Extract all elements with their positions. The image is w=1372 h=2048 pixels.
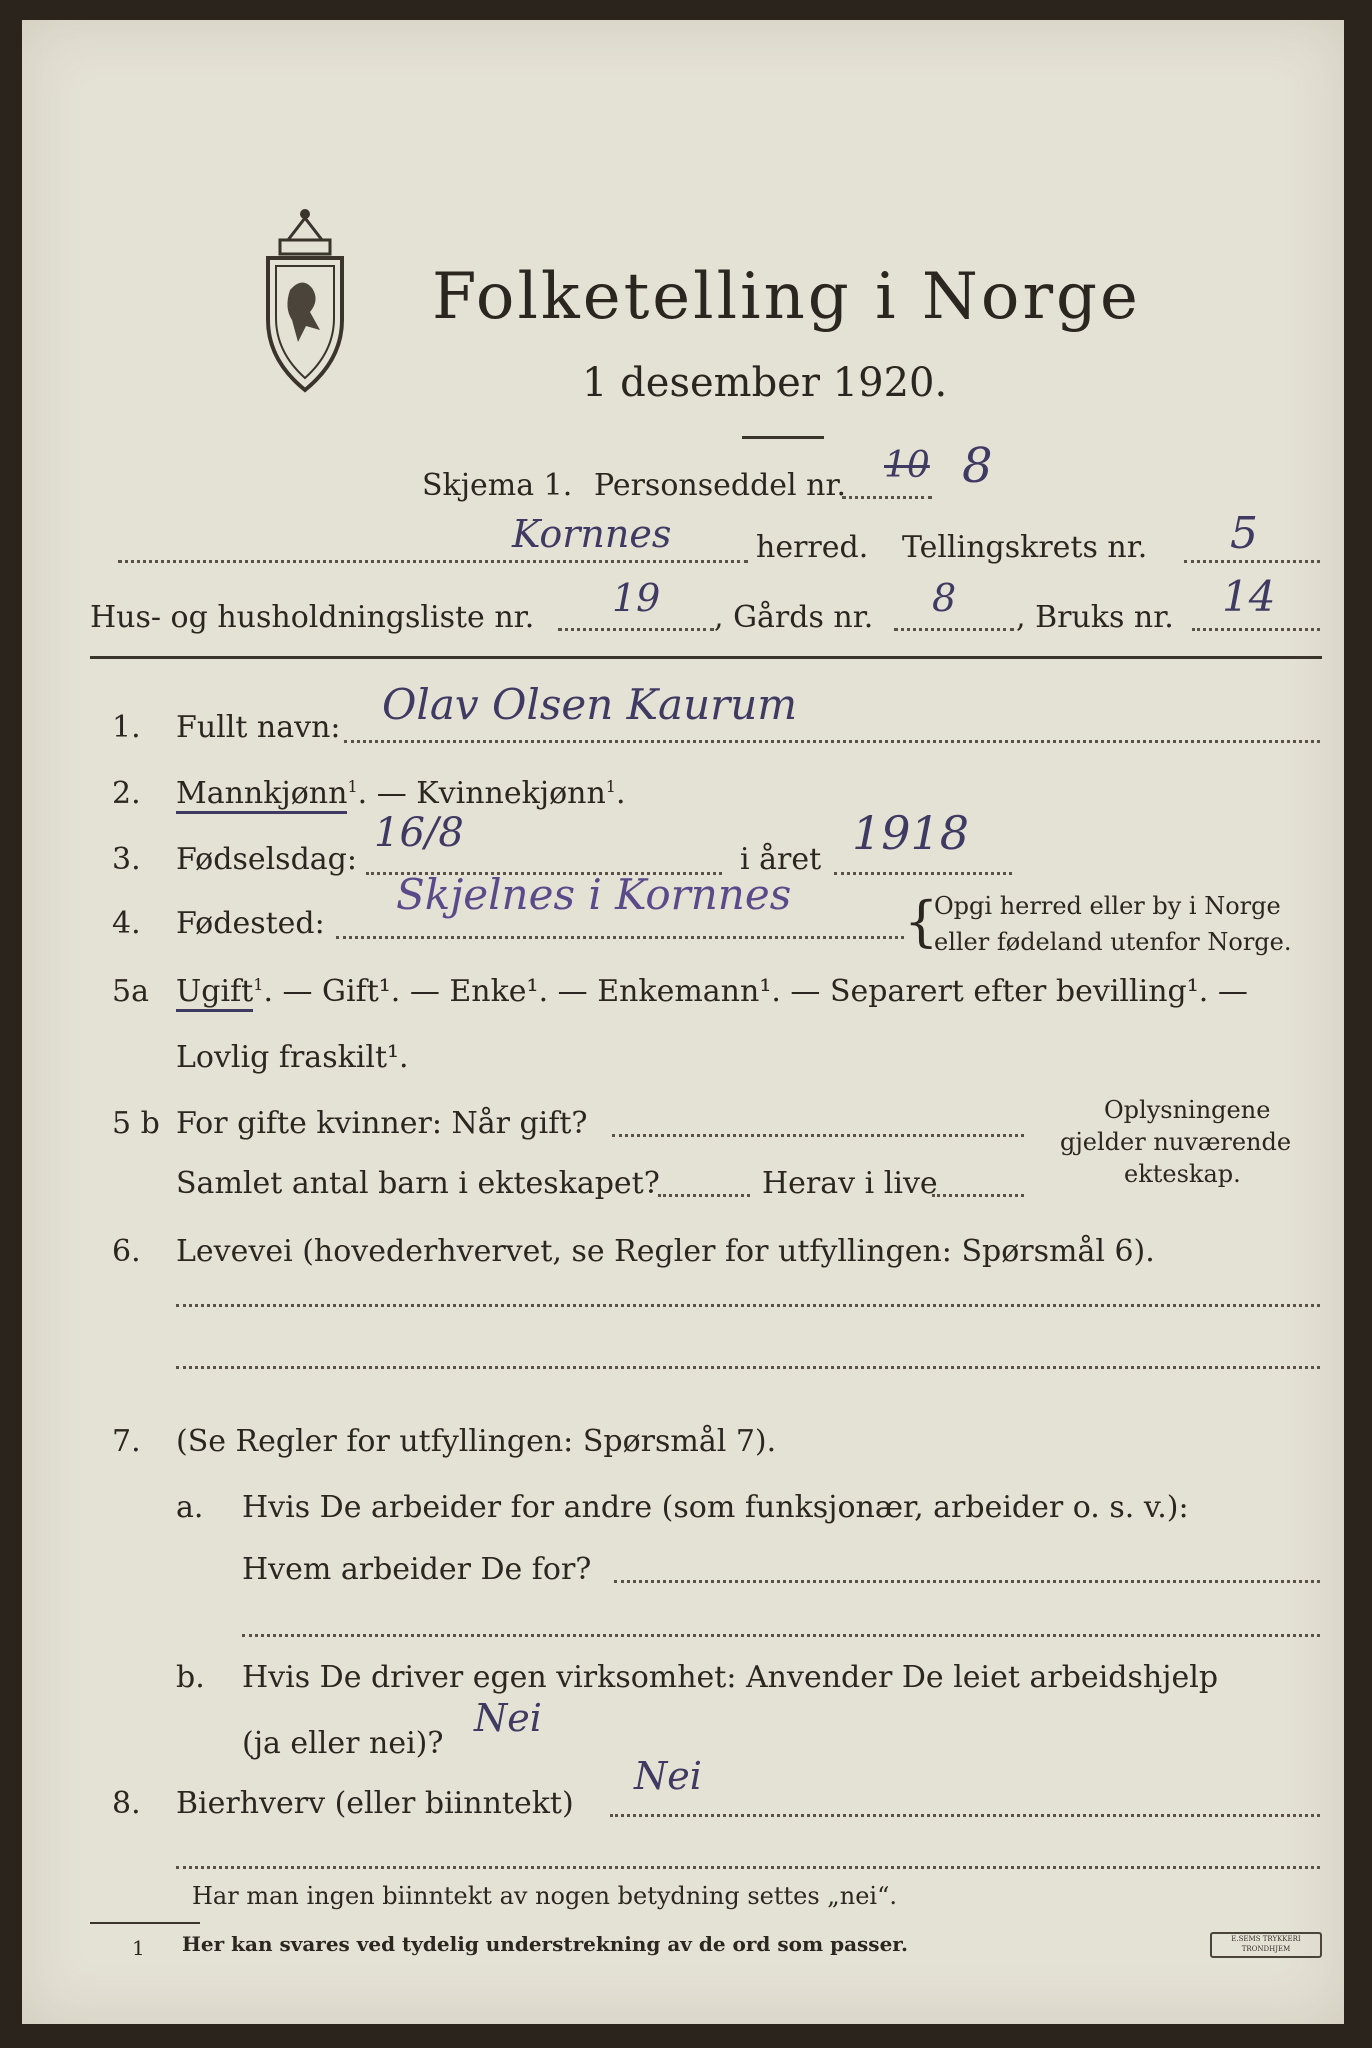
bruks-line [1192,628,1320,631]
q5b-note-line3: ekteskap. [1124,1160,1241,1188]
q2-end: . [615,776,626,811]
q4-brace: { [904,890,939,953]
tellingskrets-line [1184,560,1320,563]
q1-label: Fullt navn: [176,710,341,745]
skjema-label: Skjema 1. [422,468,573,503]
q3-value: 16/8 [374,810,464,856]
q1-line [344,740,1320,743]
printer-stamp [1210,1932,1322,1958]
q5b-married-line [612,1134,1024,1137]
q4-label: Fødested: [176,906,325,941]
q8-value: Nei [634,1754,702,1798]
q5a-line2: Lovlig fraskilt¹. [176,1040,409,1075]
census-form-page [22,20,1344,2024]
q5b-alive-line [932,1194,1024,1197]
q2-options [176,776,626,811]
q8-line2 [176,1866,1320,1869]
herred-value: Kornnes [512,512,672,556]
q3-year-value: 1918 [852,806,970,860]
q5a-other-options: . — Gift¹. — Enke¹. — Enkemann¹. — Separert efter bevilling¹. — [263,974,1248,1009]
q5a-footnote-mark: 1 [253,975,264,994]
q2-number: 2. [112,776,141,811]
title-divider [742,436,824,439]
q7-number: 7. [112,1424,141,1459]
q8-number: 8. [112,1786,141,1821]
q5a-number: 5a [112,974,149,1009]
q4-note-line1: Opgi herred eller by i Norge [934,892,1281,920]
q7b-label: Hvis De driver egen virksomhet: Anvender De leiet arbeidshjelp [242,1660,1219,1695]
q3-number: 3. [112,842,141,877]
q4-line [336,936,904,939]
footnote-rule [90,1922,200,1924]
q7a-line2 [242,1634,1320,1637]
q7b-value: Nei [474,1696,542,1740]
q7b-letter: b. [176,1660,205,1695]
q5b-note-line2: gjelder nuværende [1060,1128,1292,1156]
q1-value: Olav Olsen Kaurum [382,680,798,729]
stamp-line2: TRONDHJEM [1241,1945,1291,1953]
q7a-label2: Hvem arbeider De for? [242,1552,592,1587]
bruks-value: 14 [1222,572,1276,621]
q4-note-line2: eller fødeland utenfor Norge. [934,928,1292,956]
husholdning-line [558,628,714,631]
q5b-label-children: Samlet antal barn i ekteskapet? [176,1166,660,1201]
personseddel-label: Personseddel nr. [594,468,847,503]
header-separator [90,656,1322,659]
coat-of-arms-icon [250,200,360,400]
q8-note: Har man ingen biinntekt av nogen betydning settes „nei“. [192,1882,897,1910]
census-date: 1 desember 1920. [582,360,948,406]
tellingskrets-label: Tellingskrets nr. [902,530,1148,565]
q5a-ugift-option: Ugift [176,974,253,1012]
q6-line2 [176,1366,1320,1369]
q3-label: Fødselsdag: [176,842,357,877]
q8-line1 [610,1814,1320,1817]
q1-number: 1. [112,710,141,745]
q8-label: Bierhverv (eller biinntekt) [176,1786,574,1821]
q4-number: 4. [112,906,141,941]
tellingskrets-value: 5 [1230,508,1258,559]
q5a-options [176,974,1248,1009]
q2-female-option: . — Kvinnekjønn [357,776,606,811]
q3-year-line [834,872,1012,875]
q6-line1 [176,1304,1320,1307]
q2-footnote-mark: 1 [347,777,358,796]
herred-label: herred. [756,530,869,565]
q7b-label2: (ja eller nei)? [242,1726,444,1761]
footnote-mark: 1 [132,1936,145,1960]
gards-label: , Gårds nr. [714,600,874,635]
q6-label: Levevei (hovederhvervet, se Regler for utfyllingen: Spørsmål 6). [176,1234,1155,1269]
q3-year-label: i året [740,842,822,877]
q5b-label-married: For gifte kvinner: Når gift? [176,1106,588,1141]
personseddel-line [842,496,932,499]
herred-line [118,560,748,563]
q7-label: (Se Regler for utfyllingen: Spørsmål 7). [176,1424,777,1459]
q5b-label-alive: Herav i live [762,1166,938,1201]
q5b-note-line1: Oplysningene [1104,1096,1271,1124]
q4-value: Skjelnes i Kornnes [396,870,792,919]
q2-female-footnote-mark: 1 [605,777,616,796]
q5b-children-line [658,1194,750,1197]
personseddel-struck-value: 10 [884,445,930,486]
q7a-line1 [614,1580,1320,1583]
footnote-text: Her kan svares ved tydelig understrekning av de ord som passer. [182,1932,908,1956]
husholdning-value: 19 [612,576,661,620]
q7a-label: Hvis De arbeider for andre (som funksjonær, arbeider o. s. v.): [242,1490,1189,1525]
q5b-number: 5 b [112,1106,160,1141]
bruks-label: , Bruks nr. [1016,600,1174,635]
gards-line [894,628,1014,631]
q6-number: 6. [112,1234,141,1269]
gards-value: 8 [932,576,957,620]
form-title: Folketelling i Norge [432,260,1141,334]
q7a-letter: a. [176,1490,204,1525]
personseddel-value: 8 [962,438,993,494]
husholdning-label: Hus- og husholdningsliste nr. [90,600,535,635]
q2-male-option: Mannkjønn [176,776,347,814]
stamp-line1: E.SEMS TRYKKERI [1231,1935,1301,1943]
